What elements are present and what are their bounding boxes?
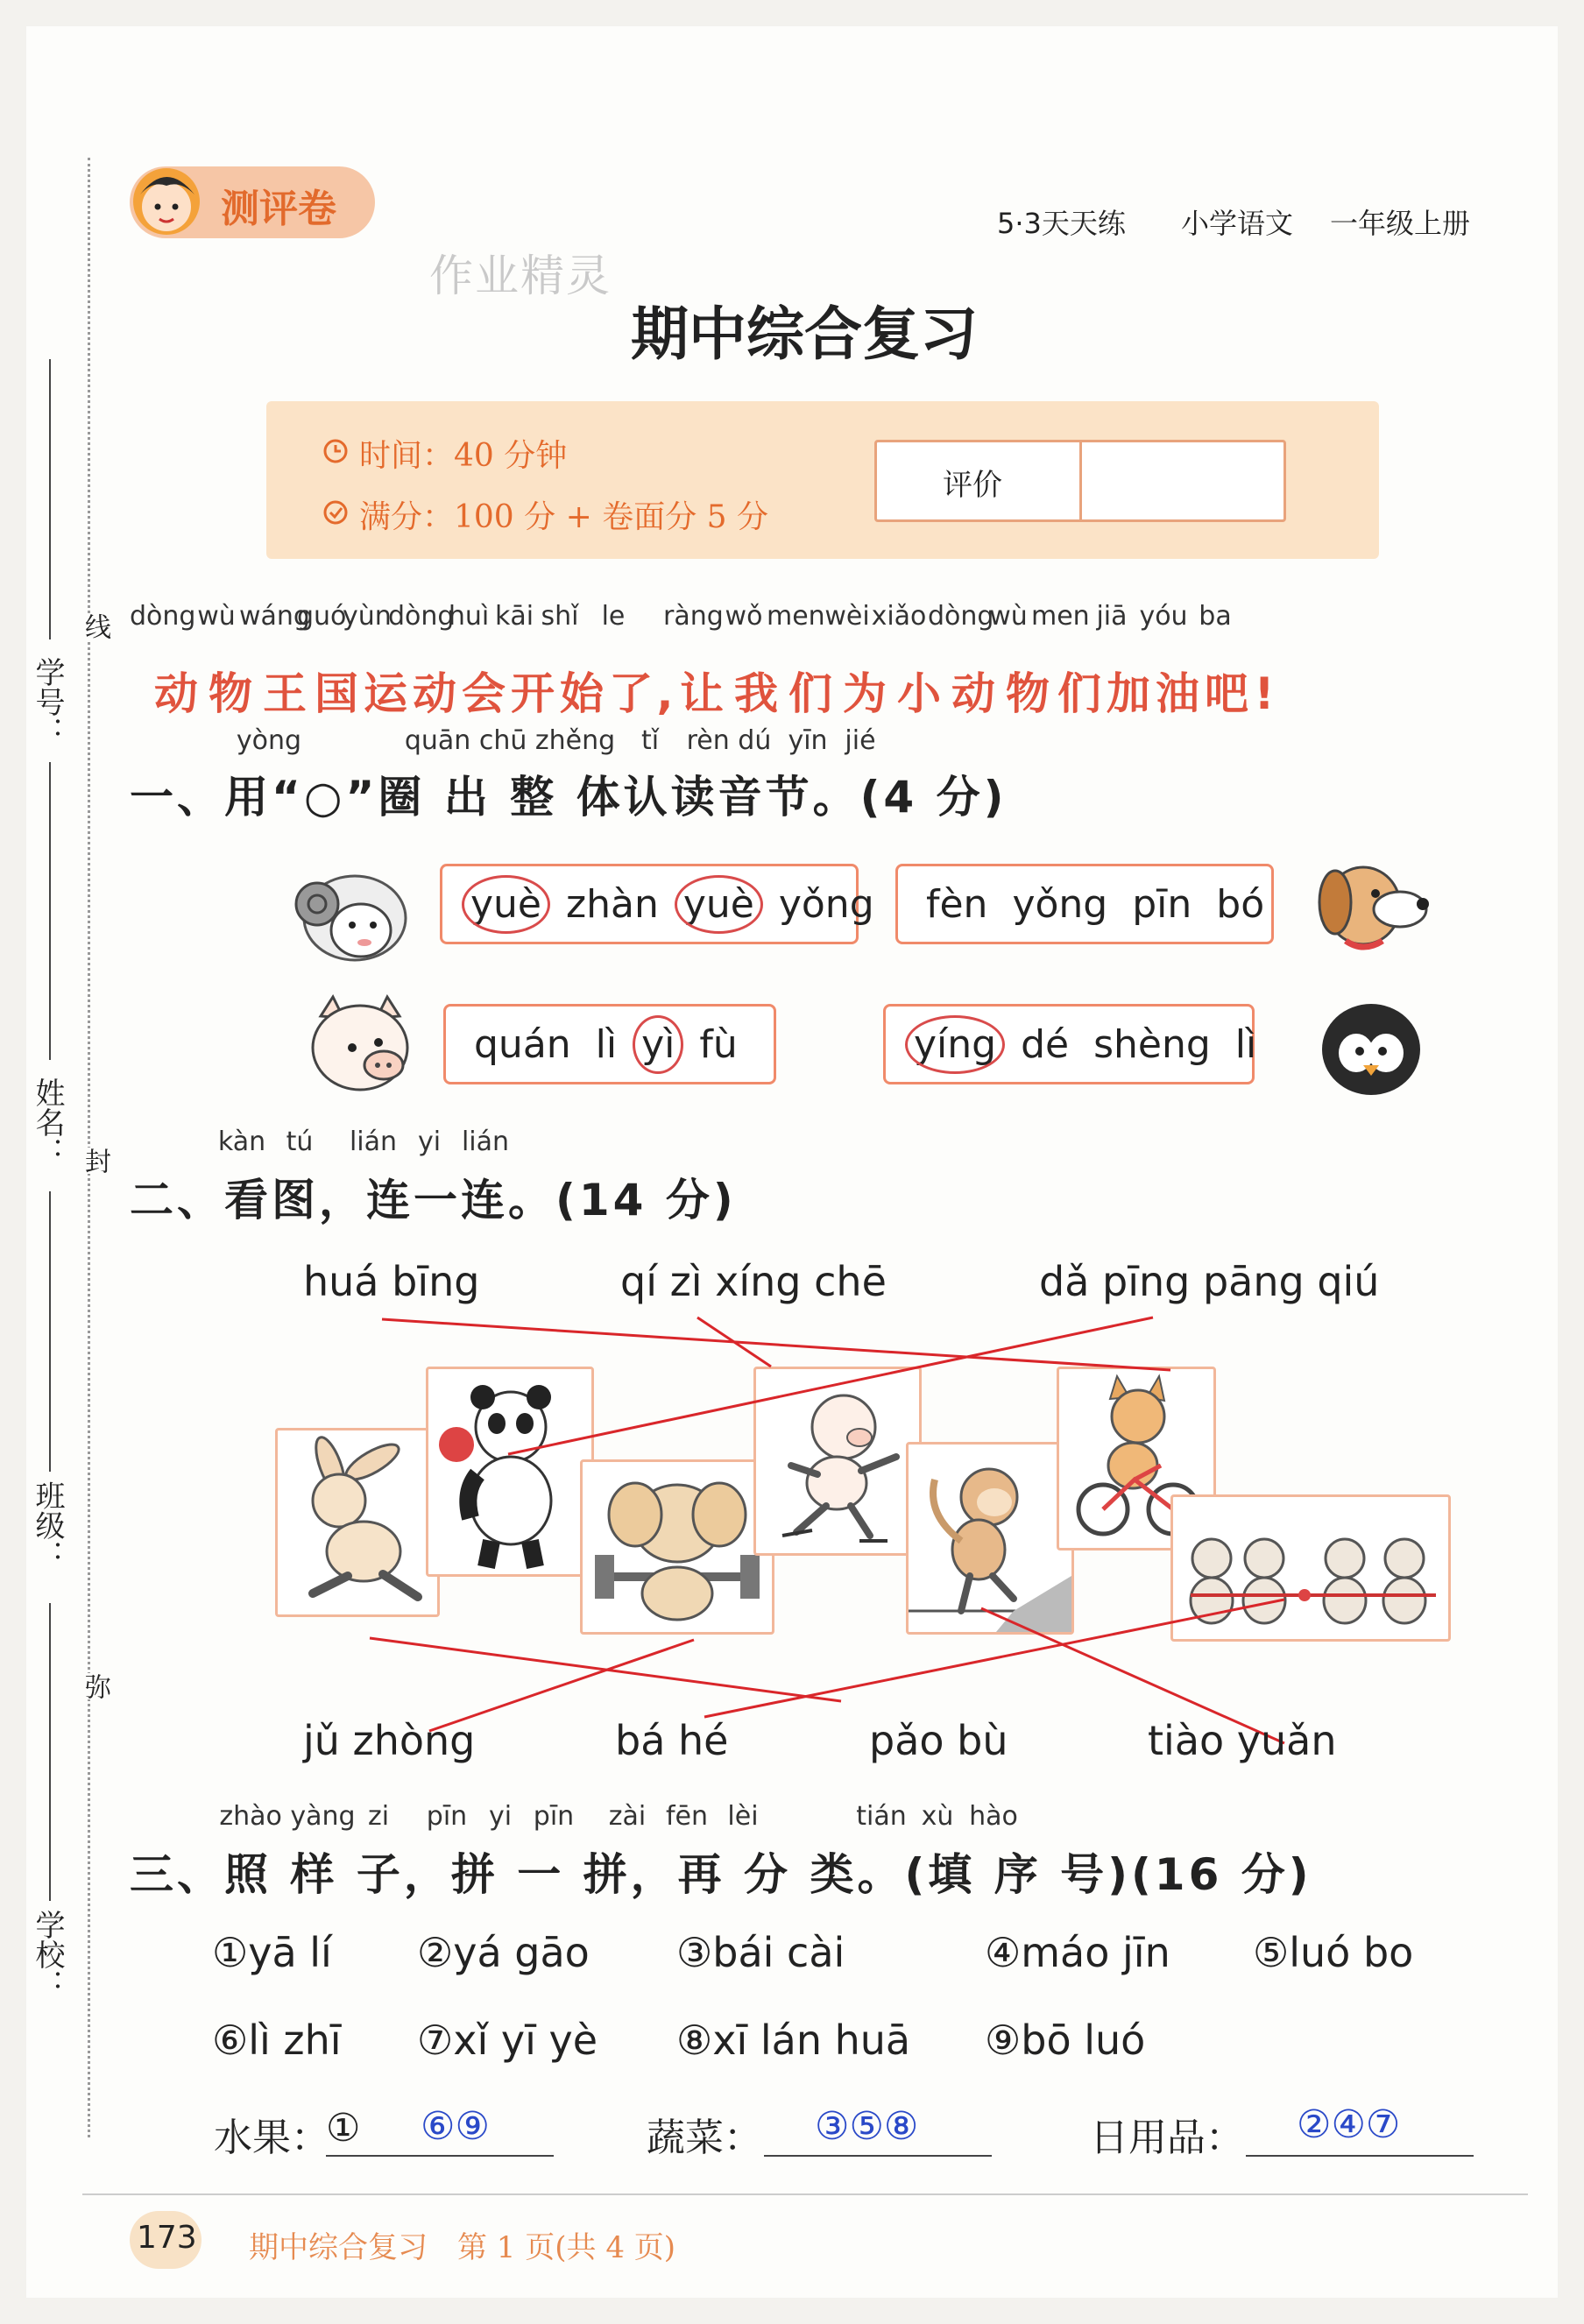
intro-pinyin-syllable: ba <box>1199 601 1232 632</box>
fruit-example: ① <box>326 2106 361 2151</box>
line-pingpong <box>508 1317 1153 1454</box>
q3-pinyin-syllable: pīn <box>533 1801 575 1832</box>
fruit-answer: ⑥⑨ <box>421 2104 490 2149</box>
footer-text: 期中综合复习 第 1 页(共 4 页) <box>249 2230 676 2265</box>
q1-pinyin-syllable: tǐ <box>640 725 660 756</box>
bottom-label-tug-of-war: bá hé <box>615 1717 729 1764</box>
bottom-label-weightlifting: jǔ zhòng <box>303 1717 476 1764</box>
q1-pinyin-syllable: yòng <box>236 725 302 756</box>
intro-char: 加 <box>1107 668 1150 719</box>
syllable[interactable]: quán <box>474 1021 571 1067</box>
intro-pinyin-syllable: dòng <box>388 601 455 632</box>
line-tug-of-war <box>704 1600 1284 1717</box>
q3-pinyin-syllable: tián <box>856 1801 907 1832</box>
intro-char: 让 <box>680 668 724 719</box>
q1-title: 一、用“○”圈 出 整 体认读音节。(4 分) <box>130 772 1008 823</box>
option-6: ⑥lì zhī <box>212 2017 342 2064</box>
intro-char: 运 <box>364 668 407 719</box>
option-1: ①yā lí <box>212 1929 332 1976</box>
option-4: ④máo jīn <box>985 1929 1170 1976</box>
syllable[interactable]: lì <box>1234 1021 1257 1067</box>
q3-pinyin-syllable: lèi <box>727 1801 759 1832</box>
daily-goods-answer-field[interactable] <box>1246 2155 1474 2157</box>
q3-pinyin-syllable: zi <box>367 1801 390 1832</box>
syllable[interactable]: dé <box>1021 1021 1070 1067</box>
intro-char: 油 <box>1156 668 1199 719</box>
intro-char: 物 <box>1006 668 1050 719</box>
option-9: ⑨bō luó <box>985 2017 1146 2064</box>
vegetable-answer: ③⑤⑧ <box>815 2104 919 2149</box>
top-label-pingpong: dǎ pīng pāng qiú <box>1039 1258 1380 1305</box>
intro-pinyin-syllable: dòng <box>130 601 196 632</box>
intro-pinyin-syllable: wèi <box>824 601 870 632</box>
option-2: ②yá gāo <box>417 1929 590 1976</box>
intro-pinyin-syllable: huì <box>448 601 490 632</box>
q2-pinyin-syllable: lián <box>461 1127 510 1157</box>
syllable[interactable]: bó <box>1216 881 1265 927</box>
q3-pinyin <box>214 1801 1025 1832</box>
q3-title: 三、照 样 子，拼 一 拼，再 分 类。(填 序 号)(16 分) <box>130 1849 1312 1900</box>
daily-goods-answer: ②④⑦ <box>1297 2102 1401 2147</box>
side-label-xuexiao: 学校： <box>30 1910 65 1999</box>
intro-pinyin-syllable: wǒ <box>725 601 763 632</box>
intro-char: 小 <box>897 668 941 719</box>
q1-pinyin-syllable: jié <box>845 725 876 756</box>
footer-divider <box>82 2193 1528 2195</box>
option-8: ⑧xī lán huā <box>676 2017 911 2064</box>
syllable[interactable]: pīn <box>1132 881 1192 927</box>
q1-pinyin-syllable: rèn dú <box>686 725 772 756</box>
intro-char: 物 <box>209 668 252 719</box>
syllable-circled[interactable]: yì <box>641 1021 675 1067</box>
intro-char: 为 <box>843 668 887 719</box>
intro-pinyin-syllable: men <box>767 601 825 632</box>
option-3: ③bái cài <box>676 1929 845 1976</box>
line-skating <box>382 1319 1170 1370</box>
intro-char: 了 <box>609 668 653 719</box>
subject-label: 小学语文 <box>1181 207 1294 240</box>
q3-pinyin-syllable: zài <box>608 1801 647 1832</box>
intro-char: 们 <box>788 668 832 719</box>
intro-pinyin-syllable: wù <box>989 601 1028 632</box>
top-label-skating: huá bīng <box>303 1258 480 1305</box>
intro-char: 会 <box>462 668 506 719</box>
daily-goods-label: 日用品： <box>1090 2116 1244 2160</box>
bottom-label-running: pǎo bù <box>869 1717 1008 1764</box>
top-label-cycling: qí zì xíng chē <box>620 1258 887 1305</box>
q3-pinyin-syllable: pīn <box>426 1801 468 1832</box>
intro-char: ! <box>1254 668 1275 719</box>
syllable[interactable]: shèng <box>1093 1021 1211 1067</box>
intro-pinyin-syllable: yóu <box>1139 601 1188 632</box>
intro-char: 王 <box>263 668 307 719</box>
grade-label: 一年级上册 <box>1330 207 1471 240</box>
intro-char: 始 <box>560 668 604 719</box>
syllable-circled[interactable]: yuè <box>470 881 541 927</box>
side-mark-feng: 封 <box>75 1148 114 1174</box>
bottom-label-long-jump: tiào yuǎn <box>1148 1717 1337 1764</box>
q1-pinyin-syllable: quān chū zhěng <box>404 725 616 756</box>
score-label: 满分：100 分 + 卷面分 5 分 <box>359 499 768 535</box>
syllable[interactable]: yǒng <box>1012 881 1108 927</box>
vegetable-label: 蔬菜： <box>647 2116 762 2160</box>
q3-pinyin-syllable: fēn <box>665 1801 709 1832</box>
intro-pinyin-syllable: guó <box>297 601 347 632</box>
intro-char: , <box>656 668 674 719</box>
intro-char: 开 <box>511 668 555 719</box>
q3-pinyin-syllable: xù <box>921 1801 954 1832</box>
syllable-circled[interactable]: yíng <box>914 1021 997 1067</box>
q2-pinyin-syllable: lián <box>349 1127 398 1157</box>
intro-pinyin-syllable: ràng <box>663 601 724 632</box>
intro-pinyin-syllable: wù <box>197 601 236 632</box>
page-title: 期中综合复习 <box>631 300 978 368</box>
q3-pinyin-syllable: yi <box>488 1801 513 1832</box>
side-label-banji: 班级： <box>30 1480 65 1570</box>
q2-pinyin-syllable: kàn <box>217 1127 266 1157</box>
side-label-xuehao: 学号： <box>30 657 65 746</box>
syllable[interactable]: zhàn <box>566 881 659 927</box>
q2-title: 二、看图，连一连。(14 分) <box>130 1175 737 1226</box>
intro-pinyin-syllable: men <box>1031 601 1090 632</box>
q3-pinyin-syllable: hào <box>969 1801 1018 1832</box>
intro-char: 动 <box>951 668 995 719</box>
vegetable-answer-field[interactable] <box>764 2155 992 2157</box>
intro-pinyin-syllable: jiā <box>1096 601 1128 632</box>
intro-pinyin-syllable: xiǎo <box>871 601 927 632</box>
syllable[interactable]: fù <box>699 1021 738 1067</box>
syllable[interactable]: yǒng <box>778 881 874 927</box>
option-7: ⑦xǐ yī yè <box>417 2017 598 2064</box>
evaluation-label: 评价 <box>943 468 1002 503</box>
intro-pinyin-syllable: dòng <box>928 601 994 632</box>
watermark: 作业精灵 <box>429 251 612 301</box>
fruit-label: 水果： <box>214 2116 329 2160</box>
intro-pinyin-syllable: shǐ <box>541 601 579 632</box>
syllable[interactable]: lì <box>595 1021 618 1067</box>
series-label: 5·3天天练 <box>997 207 1126 240</box>
q2-pinyin-syllable: tú <box>286 1127 314 1157</box>
option-5: ⑤luó bo <box>1253 1929 1414 1976</box>
side-label-xingming: 姓名： <box>30 1077 65 1167</box>
intro-pinyin-syllable: kāi <box>494 601 534 632</box>
intro-char: 们 <box>1057 668 1101 719</box>
side-mark-xian: 线 <box>75 613 114 639</box>
intro-pinyin-syllable: le <box>601 601 626 632</box>
q2-pinyin-syllable: yi <box>417 1127 442 1157</box>
intro-char: 动 <box>154 668 198 719</box>
worksheet-page <box>26 26 1558 2298</box>
intro-char: 吧 <box>1205 668 1248 719</box>
intro-char: 我 <box>734 668 778 719</box>
side-mark-mi: 弥 <box>75 1673 114 1699</box>
badge-text: 测评卷 <box>221 187 336 231</box>
syllable-circled[interactable]: yuè <box>682 881 754 927</box>
line-cycling <box>697 1317 771 1367</box>
q3-pinyin-syllable: zhào yàng <box>219 1801 356 1832</box>
intro-char: 动 <box>413 668 456 719</box>
time-label: 时间：40 分钟 <box>359 438 568 474</box>
syllable[interactable]: fèn <box>926 881 988 927</box>
q1-pinyin-syllable: yīn <box>788 725 828 756</box>
page-number: 173 <box>137 2220 197 2256</box>
intro-pinyin-syllable: yùn <box>343 601 392 632</box>
intro-char: 国 <box>315 668 358 719</box>
intro-pinyin-syllable: wáng <box>239 601 310 632</box>
fruit-answer-field[interactable] <box>326 2155 554 2157</box>
